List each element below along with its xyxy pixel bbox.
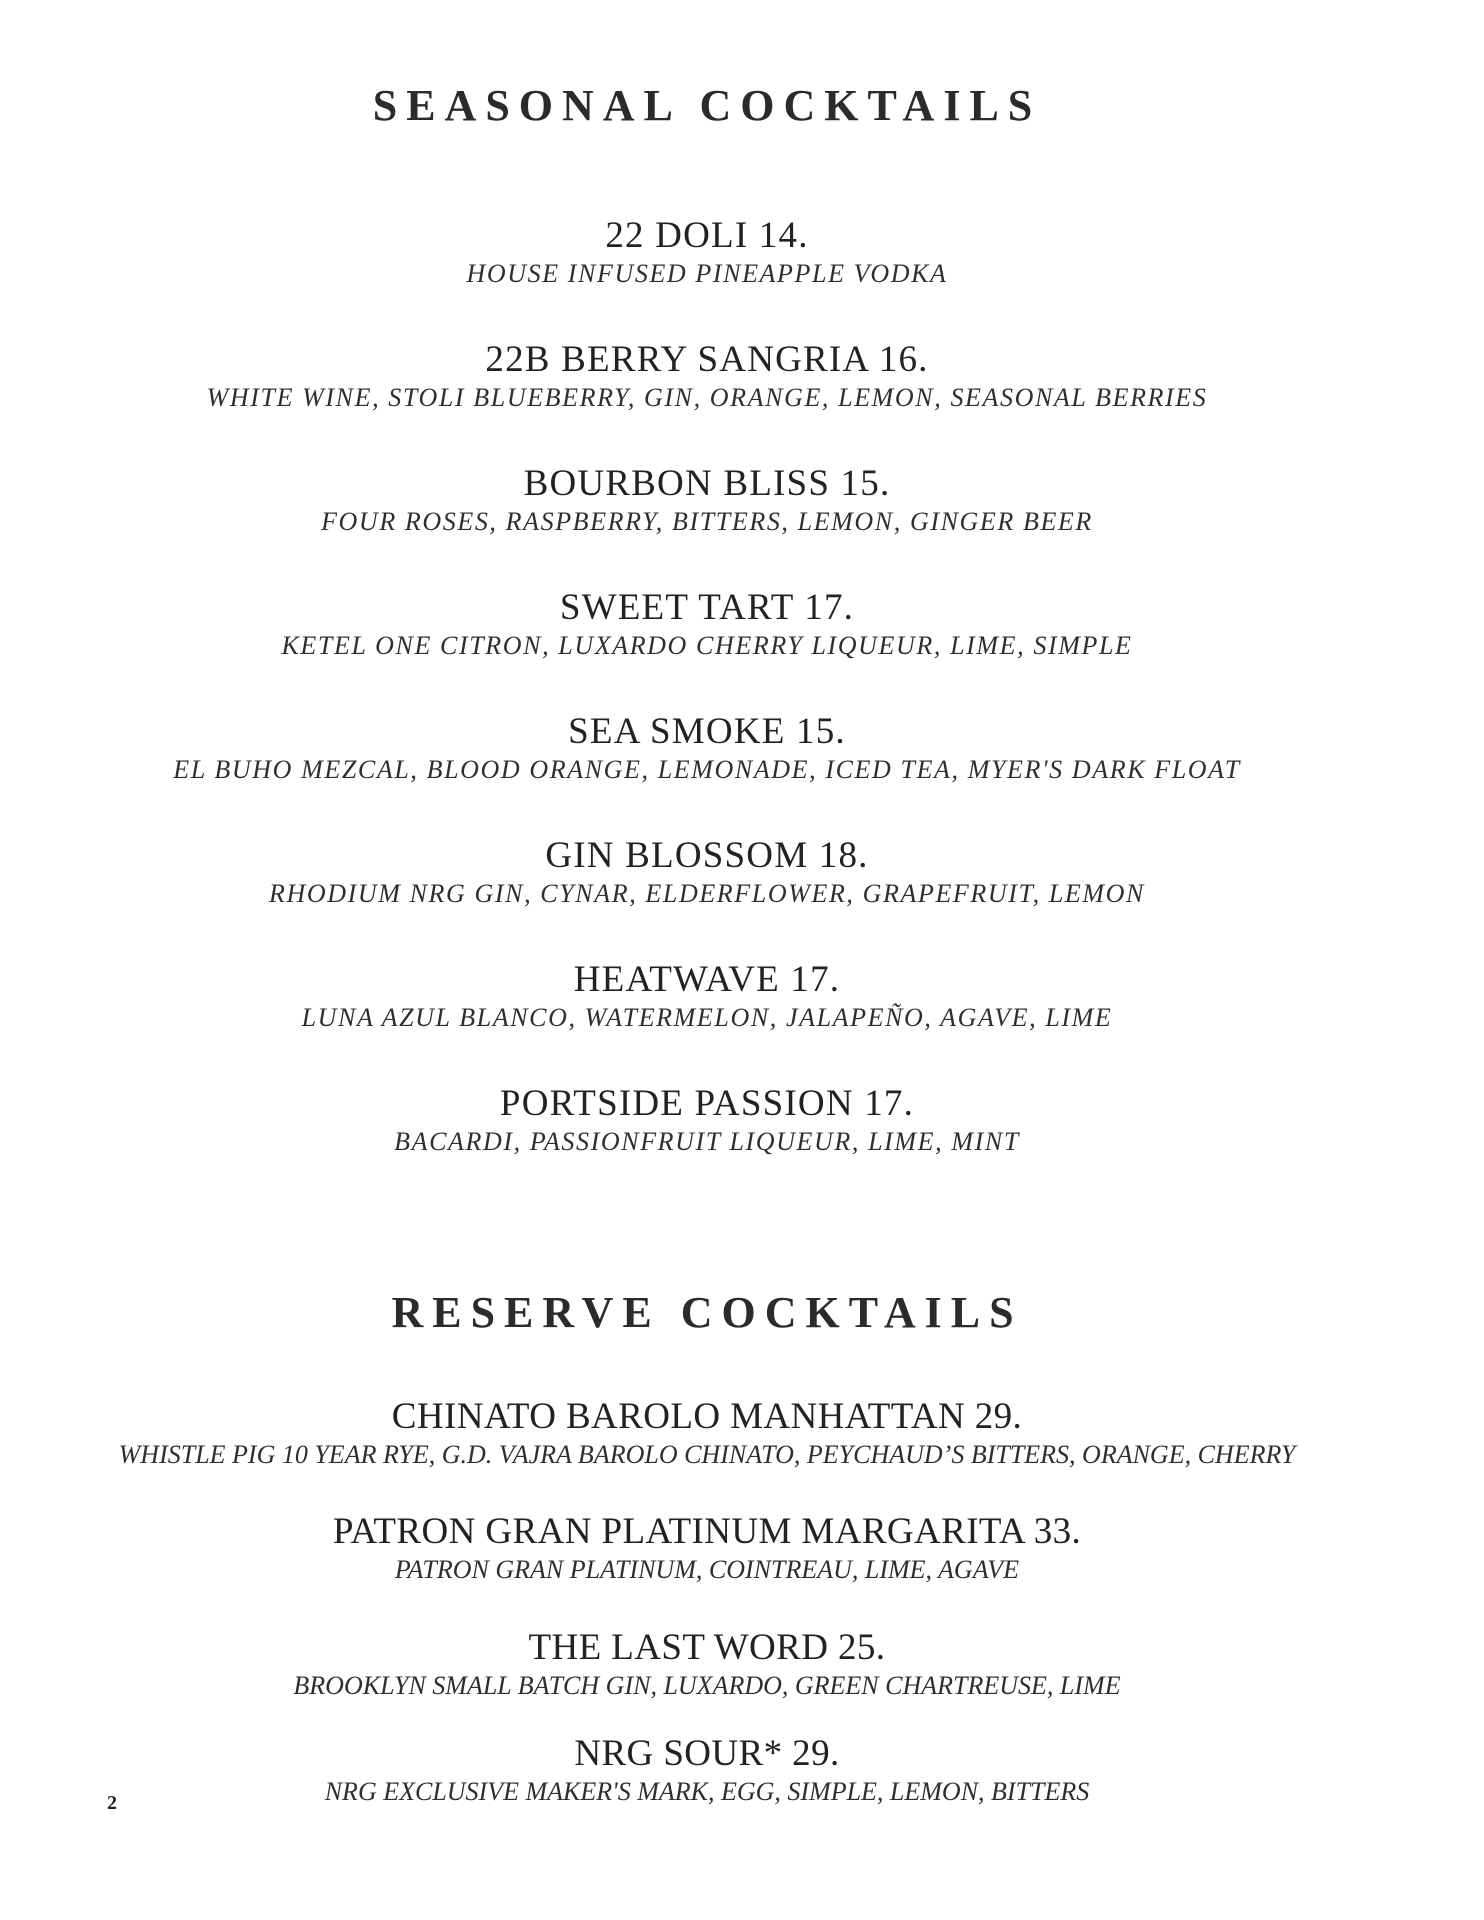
menu-item-name: CHINATO BAROLO MANHATTAN 29. (391, 1396, 1023, 1437)
menu-item (0, 1732, 1414, 1808)
menu-item (0, 1626, 1414, 1702)
menu-item-name: PATRON GRAN PLATINUM MARGARITA 33. (332, 1511, 1082, 1552)
menu-item (0, 586, 1414, 662)
menu-item-name: PORTSIDE PASSION 17. (499, 1083, 915, 1124)
menu-item-description: HOUSE INFUSED PINEAPPLE VODKA (466, 259, 948, 288)
menu-item-description: PATRON GRAN PLATINUM, COINTREAU, LIME, AGAVE (394, 1555, 1020, 1584)
menu-item-description: LUNA AZUL BLANCO, WATERMELON, JALAPEÑO, AGAVE, LIME (301, 1003, 1113, 1032)
menu-item-description: WHISTLE PIG 10 YEAR RYE, G.D. VAJRA BAROLO CHINATO, PEYCHAUD’S BITTERS, ORANGE, CHERRY (118, 1440, 1296, 1469)
menu-item (0, 1510, 1414, 1586)
menu-item-name: NRG SOUR* 29. (574, 1733, 840, 1774)
menu-item-description: RHODIUM NRG GIN, CYNAR, ELDERFLOWER, GRAPEFRUIT, LEMON (269, 879, 1145, 908)
menu-item-name: SEA SMOKE 15. (568, 711, 846, 752)
menu-item (0, 1395, 1414, 1471)
menu-item (0, 462, 1414, 538)
menu-item-description: BACARDI, PASSIONFRUIT LIQUEUR, LIME, MINT (394, 1127, 1020, 1156)
menu-item-description: KETEL ONE CITRON, LUXARDO CHERRY LIQUEUR, LIME, SIMPLE (281, 631, 1133, 660)
menu-item-description: EL BUHO MEZCAL, BLOOD ORANGE, LEMONADE, ICED TEA, MYER'S DARK FLOAT (173, 755, 1241, 784)
menu-item-name: HEATWAVE 17. (573, 959, 841, 1000)
menu-item (0, 1082, 1414, 1158)
menu-item-description: NRG EXCLUSIVE MAKER'S MARK, EGG, SIMPLE, LEMON, BITTERS (324, 1777, 1090, 1806)
menu-item (0, 834, 1414, 910)
menu-item-description: WHITE WINE, STOLI BLUEBERRY, GIN, ORANGE, LEMON, SEASONAL BERRIES (206, 383, 1208, 412)
seasonal-cocktails-heading: SEASONAL COCKTAILS (372, 81, 1042, 130)
menu-item-name: BOURBON BLISS 15. (523, 463, 891, 504)
page-number: 2 (107, 1792, 117, 1814)
menu-item-description: FOUR ROSES, RASPBERRY, BITTERS, LEMON, GINGER BEER (321, 507, 1093, 536)
menu-item-name: SWEET TART 17. (559, 587, 855, 628)
menu-item-description: BROOKLYN SMALL BATCH GIN, LUXARDO, GREEN CHARTREUSE, LIME (293, 1671, 1121, 1700)
menu-item (0, 710, 1414, 786)
menu-item-name: GIN BLOSSOM 18. (545, 835, 869, 876)
menu-item (0, 958, 1414, 1034)
menu-item (0, 214, 1414, 290)
menu-item-name: THE LAST WORD 25. (528, 1627, 886, 1668)
reserve-cocktails-heading: RESERVE COCKTAILS (391, 1288, 1023, 1337)
menu-item-name: 22 DOLI 14. (605, 215, 809, 256)
menu-item (0, 338, 1414, 414)
menu-item-name: 22B BERRY SANGRIA 16. (485, 339, 929, 380)
